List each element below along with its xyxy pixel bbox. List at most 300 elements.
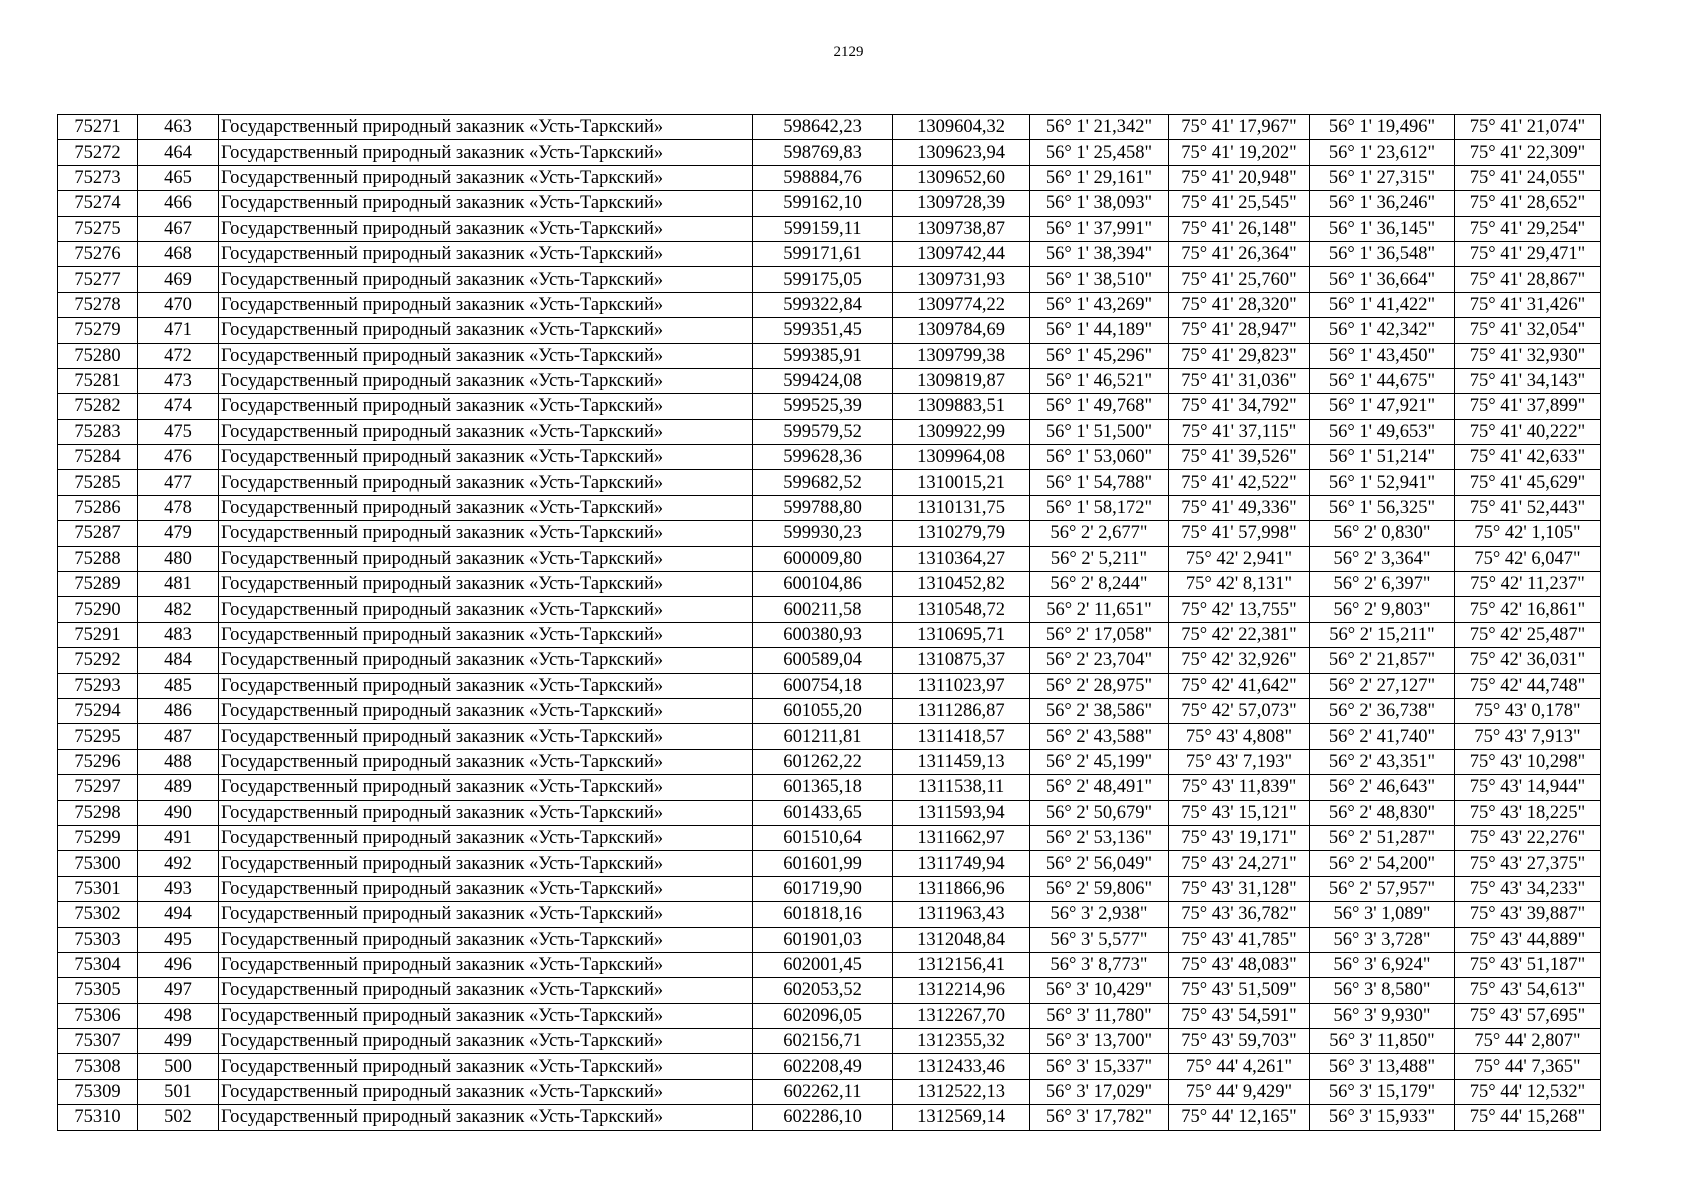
cell-point-number: 497 — [138, 978, 219, 1003]
cell-y-coordinate: 1311963,43 — [893, 902, 1030, 927]
table-row — [58, 572, 1601, 597]
cell-record-id: 75277 — [58, 267, 138, 292]
cell-latitude-2: 56° 2' 9,803" — [1310, 597, 1455, 622]
cell-latitude-2: 56° 2' 6,397" — [1310, 572, 1455, 597]
cell-latitude-2: 56° 1' 42,342" — [1310, 318, 1455, 343]
cell-latitude-2: 56° 1' 41,422" — [1310, 292, 1455, 317]
cell-y-coordinate: 1309799,38 — [893, 343, 1030, 368]
cell-x-coordinate: 601365,18 — [753, 775, 893, 800]
cell-object-name: Государственный природный заказник «Усть-Таркский» — [219, 673, 753, 698]
cell-longitude-2: 75° 44' 12,532" — [1455, 1079, 1601, 1104]
cell-latitude-1: 56° 3' 11,780" — [1030, 1003, 1169, 1028]
cell-longitude-2: 75° 41' 32,930" — [1455, 343, 1601, 368]
cell-longitude-2: 75° 43' 27,375" — [1455, 851, 1601, 876]
cell-x-coordinate: 600380,93 — [753, 622, 893, 647]
cell-y-coordinate: 1309604,32 — [893, 115, 1030, 140]
cell-longitude-1: 75° 41' 42,522" — [1169, 470, 1310, 495]
cell-latitude-1: 56° 3' 17,029" — [1030, 1079, 1169, 1104]
cell-point-number: 472 — [138, 343, 219, 368]
cell-latitude-1: 56° 2' 5,211" — [1030, 546, 1169, 571]
table-row — [58, 394, 1601, 419]
cell-point-number: 488 — [138, 749, 219, 774]
cell-longitude-2: 75° 42' 1,105" — [1455, 521, 1601, 546]
cell-point-number: 491 — [138, 825, 219, 850]
cell-y-coordinate: 1312355,32 — [893, 1029, 1030, 1054]
cell-object-name: Государственный природный заказник «Усть-Таркский» — [219, 318, 753, 343]
cell-longitude-2: 75° 42' 6,047" — [1455, 546, 1601, 571]
cell-latitude-1: 56° 1' 44,189" — [1030, 318, 1169, 343]
cell-point-number: 495 — [138, 927, 219, 952]
cell-point-number: 501 — [138, 1079, 219, 1104]
table-row — [58, 622, 1601, 647]
cell-longitude-1: 75° 43' 51,509" — [1169, 978, 1310, 1003]
cell-latitude-1: 56° 1' 54,788" — [1030, 470, 1169, 495]
cell-latitude-1: 56° 3' 2,938" — [1030, 902, 1169, 927]
cell-point-number: 490 — [138, 800, 219, 825]
cell-longitude-1: 75° 41' 26,148" — [1169, 216, 1310, 241]
cell-latitude-2: 56° 3' 15,933" — [1310, 1105, 1455, 1130]
cell-y-coordinate: 1310364,27 — [893, 546, 1030, 571]
cell-longitude-1: 75° 41' 39,526" — [1169, 445, 1310, 470]
cell-latitude-2: 56° 3' 13,488" — [1310, 1054, 1455, 1079]
cell-longitude-2: 75° 41' 32,054" — [1455, 318, 1601, 343]
cell-longitude-2: 75° 42' 36,031" — [1455, 648, 1601, 673]
cell-y-coordinate: 1312433,46 — [893, 1054, 1030, 1079]
cell-x-coordinate: 602156,71 — [753, 1029, 893, 1054]
cell-longitude-1: 75° 41' 57,998" — [1169, 521, 1310, 546]
cell-point-number: 471 — [138, 318, 219, 343]
table-row — [58, 952, 1601, 977]
cell-point-number: 492 — [138, 851, 219, 876]
cell-y-coordinate: 1309784,69 — [893, 318, 1030, 343]
cell-record-id: 75279 — [58, 318, 138, 343]
cell-longitude-1: 75° 43' 7,193" — [1169, 749, 1310, 774]
cell-latitude-1: 56° 1' 53,060" — [1030, 445, 1169, 470]
cell-record-id: 75276 — [58, 241, 138, 266]
cell-latitude-1: 56° 1' 29,161" — [1030, 165, 1169, 190]
cell-record-id: 75280 — [58, 343, 138, 368]
cell-object-name: Государственный природный заказник «Усть-Таркский» — [219, 775, 753, 800]
cell-longitude-2: 75° 44' 15,268" — [1455, 1105, 1601, 1130]
cell-latitude-1: 56° 2' 8,244" — [1030, 572, 1169, 597]
cell-record-id: 75297 — [58, 775, 138, 800]
cell-longitude-2: 75° 41' 31,426" — [1455, 292, 1601, 317]
cell-y-coordinate: 1309922,99 — [893, 419, 1030, 444]
cell-longitude-1: 75° 41' 25,760" — [1169, 267, 1310, 292]
cell-x-coordinate: 600754,18 — [753, 673, 893, 698]
cell-longitude-1: 75° 41' 37,115" — [1169, 419, 1310, 444]
cell-latitude-2: 56° 1' 51,214" — [1310, 445, 1455, 470]
cell-latitude-2: 56° 1' 56,325" — [1310, 495, 1455, 520]
cell-latitude-2: 56° 3' 11,850" — [1310, 1029, 1455, 1054]
cell-x-coordinate: 601901,03 — [753, 927, 893, 952]
cell-object-name: Государственный природный заказник «Усть-Таркский» — [219, 495, 753, 520]
cell-point-number: 499 — [138, 1029, 219, 1054]
cell-y-coordinate: 1309819,87 — [893, 368, 1030, 393]
table-row — [58, 267, 1601, 292]
cell-longitude-2: 75° 42' 11,237" — [1455, 572, 1601, 597]
table-row — [58, 470, 1601, 495]
table-row — [58, 775, 1601, 800]
cell-object-name: Государственный природный заказник «Усть-Таркский» — [219, 394, 753, 419]
cell-object-name: Государственный природный заказник «Усть-Таркский» — [219, 521, 753, 546]
cell-latitude-1: 56° 1' 58,172" — [1030, 495, 1169, 520]
cell-latitude-2: 56° 2' 54,200" — [1310, 851, 1455, 876]
table-row — [58, 648, 1601, 673]
cell-point-number: 464 — [138, 140, 219, 165]
cell-longitude-1: 75° 41' 49,336" — [1169, 495, 1310, 520]
cell-longitude-1: 75° 43' 54,591" — [1169, 1003, 1310, 1028]
cell-longitude-2: 75° 43' 10,298" — [1455, 749, 1601, 774]
cell-record-id: 75291 — [58, 622, 138, 647]
cell-longitude-1: 75° 41' 26,364" — [1169, 241, 1310, 266]
cell-latitude-1: 56° 1' 37,991" — [1030, 216, 1169, 241]
table-row — [58, 1079, 1601, 1104]
cell-latitude-2: 56° 3' 15,179" — [1310, 1079, 1455, 1104]
cell-longitude-1: 75° 41' 34,792" — [1169, 394, 1310, 419]
cell-latitude-2: 56° 1' 27,315" — [1310, 165, 1455, 190]
cell-latitude-1: 56° 1' 38,394" — [1030, 241, 1169, 266]
cell-latitude-1: 56° 2' 23,704" — [1030, 648, 1169, 673]
cell-x-coordinate: 599175,05 — [753, 267, 893, 292]
cell-latitude-2: 56° 1' 36,145" — [1310, 216, 1455, 241]
cell-object-name: Государственный природный заказник «Усть-Таркский» — [219, 851, 753, 876]
cell-record-id: 75294 — [58, 698, 138, 723]
cell-y-coordinate: 1310131,75 — [893, 495, 1030, 520]
table-row — [58, 1003, 1601, 1028]
cell-latitude-2: 56° 2' 48,830" — [1310, 800, 1455, 825]
cell-longitude-1: 75° 43' 41,785" — [1169, 927, 1310, 952]
cell-longitude-2: 75° 43' 18,225" — [1455, 800, 1601, 825]
cell-record-id: 75307 — [58, 1029, 138, 1054]
cell-y-coordinate: 1309623,94 — [893, 140, 1030, 165]
cell-longitude-2: 75° 43' 14,944" — [1455, 775, 1601, 800]
cell-point-number: 502 — [138, 1105, 219, 1130]
cell-object-name: Государственный природный заказник «Усть-Таркский» — [219, 927, 753, 952]
cell-y-coordinate: 1311418,57 — [893, 724, 1030, 749]
cell-x-coordinate: 599930,23 — [753, 521, 893, 546]
table-row — [58, 445, 1601, 470]
cell-object-name: Государственный природный заказник «Усть-Таркский» — [219, 952, 753, 977]
cell-object-name: Государственный природный заказник «Усть-Таркский» — [219, 800, 753, 825]
cell-object-name: Государственный природный заказник «Усть-Таркский» — [219, 445, 753, 470]
cell-x-coordinate: 600589,04 — [753, 648, 893, 673]
cell-x-coordinate: 599788,80 — [753, 495, 893, 520]
cell-record-id: 75309 — [58, 1079, 138, 1104]
cell-latitude-1: 56° 2' 53,136" — [1030, 825, 1169, 850]
cell-longitude-1: 75° 41' 17,967" — [1169, 115, 1310, 140]
cell-x-coordinate: 599682,52 — [753, 470, 893, 495]
cell-object-name: Государственный природный заказник «Усть-Таркский» — [219, 698, 753, 723]
cell-record-id: 75298 — [58, 800, 138, 825]
cell-latitude-1: 56° 2' 17,058" — [1030, 622, 1169, 647]
cell-latitude-1: 56° 2' 11,651" — [1030, 597, 1169, 622]
cell-object-name: Государственный природный заказник «Усть-Таркский» — [219, 343, 753, 368]
cell-latitude-1: 56° 2' 50,679" — [1030, 800, 1169, 825]
cell-longitude-1: 75° 42' 41,642" — [1169, 673, 1310, 698]
cell-x-coordinate: 601055,20 — [753, 698, 893, 723]
cell-longitude-1: 75° 44' 4,261" — [1169, 1054, 1310, 1079]
cell-latitude-2: 56° 1' 23,612" — [1310, 140, 1455, 165]
cell-object-name: Государственный природный заказник «Усть-Таркский» — [219, 1029, 753, 1054]
cell-record-id: 75288 — [58, 546, 138, 571]
cell-latitude-1: 56° 2' 28,975" — [1030, 673, 1169, 698]
cell-latitude-1: 56° 1' 21,342" — [1030, 115, 1169, 140]
cell-y-coordinate: 1310695,71 — [893, 622, 1030, 647]
cell-object-name: Государственный природный заказник «Усть-Таркский» — [219, 1079, 753, 1104]
cell-longitude-2: 75° 42' 25,487" — [1455, 622, 1601, 647]
cell-latitude-1: 56° 2' 2,677" — [1030, 521, 1169, 546]
cell-y-coordinate: 1312048,84 — [893, 927, 1030, 952]
cell-longitude-2: 75° 41' 52,443" — [1455, 495, 1601, 520]
cell-latitude-1: 56° 3' 13,700" — [1030, 1029, 1169, 1054]
cell-longitude-2: 75° 41' 28,652" — [1455, 191, 1601, 216]
cell-longitude-1: 75° 41' 28,947" — [1169, 318, 1310, 343]
cell-point-number: 496 — [138, 952, 219, 977]
cell-y-coordinate: 1309883,51 — [893, 394, 1030, 419]
table-row — [58, 927, 1601, 952]
cell-record-id: 75301 — [58, 876, 138, 901]
cell-y-coordinate: 1311538,11 — [893, 775, 1030, 800]
cell-longitude-1: 75° 42' 13,755" — [1169, 597, 1310, 622]
table-row — [58, 749, 1601, 774]
cell-latitude-2: 56° 2' 51,287" — [1310, 825, 1455, 850]
cell-x-coordinate: 601818,16 — [753, 902, 893, 927]
cell-object-name: Государственный природный заказник «Усть-Таркский» — [219, 241, 753, 266]
cell-object-name: Государственный природный заказник «Усть-Таркский» — [219, 978, 753, 1003]
cell-latitude-2: 56° 1' 43,450" — [1310, 343, 1455, 368]
cell-latitude-2: 56° 1' 36,246" — [1310, 191, 1455, 216]
cell-longitude-1: 75° 42' 57,073" — [1169, 698, 1310, 723]
cell-record-id: 75284 — [58, 445, 138, 470]
cell-x-coordinate: 599579,52 — [753, 419, 893, 444]
cell-record-id: 75274 — [58, 191, 138, 216]
cell-latitude-2: 56° 1' 36,664" — [1310, 267, 1455, 292]
table-body — [58, 115, 1601, 1131]
table-row — [58, 343, 1601, 368]
table-row — [58, 800, 1601, 825]
cell-object-name: Государственный природный заказник «Усть-Таркский» — [219, 419, 753, 444]
cell-point-number: 493 — [138, 876, 219, 901]
cell-y-coordinate: 1310015,21 — [893, 470, 1030, 495]
cell-x-coordinate: 599159,11 — [753, 216, 893, 241]
table-row — [58, 368, 1601, 393]
cell-latitude-2: 56° 2' 43,351" — [1310, 749, 1455, 774]
cell-object-name: Государственный природный заказник «Усть-Таркский» — [219, 1105, 753, 1130]
cell-longitude-1: 75° 43' 36,782" — [1169, 902, 1310, 927]
cell-record-id: 75293 — [58, 673, 138, 698]
cell-x-coordinate: 602053,52 — [753, 978, 893, 1003]
cell-longitude-1: 75° 42' 8,131" — [1169, 572, 1310, 597]
cell-y-coordinate: 1312569,14 — [893, 1105, 1030, 1130]
cell-latitude-2: 56° 2' 46,643" — [1310, 775, 1455, 800]
cell-longitude-1: 75° 44' 12,165" — [1169, 1105, 1310, 1130]
cell-y-coordinate: 1311023,97 — [893, 673, 1030, 698]
table-row — [58, 876, 1601, 901]
cell-x-coordinate: 600211,58 — [753, 597, 893, 622]
cell-longitude-1: 75° 41' 20,948" — [1169, 165, 1310, 190]
cell-object-name: Государственный природный заказник «Усть-Таркский» — [219, 749, 753, 774]
cell-record-id: 75273 — [58, 165, 138, 190]
table-row — [58, 1029, 1601, 1054]
cell-record-id: 75275 — [58, 216, 138, 241]
cell-point-number: 477 — [138, 470, 219, 495]
cell-latitude-2: 56° 3' 6,924" — [1310, 952, 1455, 977]
cell-point-number: 466 — [138, 191, 219, 216]
cell-point-number: 469 — [138, 267, 219, 292]
cell-record-id: 75308 — [58, 1054, 138, 1079]
cell-x-coordinate: 599162,10 — [753, 191, 893, 216]
cell-x-coordinate: 601262,22 — [753, 749, 893, 774]
cell-point-number: 487 — [138, 724, 219, 749]
cell-record-id: 75287 — [58, 521, 138, 546]
cell-y-coordinate: 1310452,82 — [893, 572, 1030, 597]
cell-point-number: 474 — [138, 394, 219, 419]
cell-object-name: Государственный природный заказник «Усть-Таркский» — [219, 267, 753, 292]
cell-point-number: 482 — [138, 597, 219, 622]
cell-x-coordinate: 602096,05 — [753, 1003, 893, 1028]
cell-object-name: Государственный природный заказник «Усть-Таркский» — [219, 622, 753, 647]
cell-point-number: 473 — [138, 368, 219, 393]
cell-latitude-1: 56° 1' 45,296" — [1030, 343, 1169, 368]
cell-latitude-1: 56° 1' 38,510" — [1030, 267, 1169, 292]
cell-object-name: Государственный природный заказник «Усть-Таркский» — [219, 1054, 753, 1079]
cell-x-coordinate: 598769,83 — [753, 140, 893, 165]
cell-object-name: Государственный природный заказник «Усть-Таркский» — [219, 216, 753, 241]
cell-record-id: 75281 — [58, 368, 138, 393]
cell-latitude-1: 56° 2' 45,199" — [1030, 749, 1169, 774]
cell-record-id: 75286 — [58, 495, 138, 520]
cell-x-coordinate: 598642,23 — [753, 115, 893, 140]
cell-record-id: 75282 — [58, 394, 138, 419]
table-row — [58, 978, 1601, 1003]
cell-latitude-2: 56° 1' 49,653" — [1310, 419, 1455, 444]
cell-latitude-1: 56° 1' 43,269" — [1030, 292, 1169, 317]
cell-latitude-1: 56° 2' 59,806" — [1030, 876, 1169, 901]
table-row — [58, 419, 1601, 444]
cell-point-number: 470 — [138, 292, 219, 317]
cell-object-name: Государственный природный заказник «Усть-Таркский» — [219, 470, 753, 495]
cell-x-coordinate: 600009,80 — [753, 546, 893, 571]
cell-latitude-2: 56° 1' 44,675" — [1310, 368, 1455, 393]
cell-y-coordinate: 1309652,60 — [893, 165, 1030, 190]
cell-longitude-2: 75° 41' 42,633" — [1455, 445, 1601, 470]
cell-x-coordinate: 600104,86 — [753, 572, 893, 597]
cell-record-id: 75295 — [58, 724, 138, 749]
cell-latitude-1: 56° 3' 15,337" — [1030, 1054, 1169, 1079]
table-row — [58, 216, 1601, 241]
cell-longitude-2: 75° 41' 40,222" — [1455, 419, 1601, 444]
cell-longitude-1: 75° 43' 11,839" — [1169, 775, 1310, 800]
page-number: 2129 — [833, 44, 864, 60]
cell-latitude-2: 56° 3' 9,930" — [1310, 1003, 1455, 1028]
cell-latitude-2: 56° 1' 19,496" — [1310, 115, 1455, 140]
cell-latitude-2: 56° 2' 57,957" — [1310, 876, 1455, 901]
cell-latitude-2: 56° 1' 47,921" — [1310, 394, 1455, 419]
cell-object-name: Государственный природный заказник «Усть-Таркский» — [219, 572, 753, 597]
cell-point-number: 481 — [138, 572, 219, 597]
cell-longitude-2: 75° 41' 37,899" — [1455, 394, 1601, 419]
cell-latitude-1: 56° 3' 8,773" — [1030, 952, 1169, 977]
cell-point-number: 485 — [138, 673, 219, 698]
table-row — [58, 698, 1601, 723]
table-row — [58, 165, 1601, 190]
cell-point-number: 486 — [138, 698, 219, 723]
cell-latitude-1: 56° 1' 46,521" — [1030, 368, 1169, 393]
cell-longitude-1: 75° 41' 31,036" — [1169, 368, 1310, 393]
cell-point-number: 484 — [138, 648, 219, 673]
cell-record-id: 75272 — [58, 140, 138, 165]
cell-longitude-2: 75° 43' 44,889" — [1455, 927, 1601, 952]
cell-object-name: Государственный природный заказник «Усть-Таркский» — [219, 825, 753, 850]
cell-record-id: 75310 — [58, 1105, 138, 1130]
table-row — [58, 241, 1601, 266]
cell-object-name: Государственный природный заказник «Усть-Таркский» — [219, 292, 753, 317]
cell-longitude-1: 75° 43' 24,271" — [1169, 851, 1310, 876]
table-row — [58, 673, 1601, 698]
cell-longitude-1: 75° 43' 48,083" — [1169, 952, 1310, 977]
cell-latitude-1: 56° 1' 49,768" — [1030, 394, 1169, 419]
cell-longitude-2: 75° 43' 57,695" — [1455, 1003, 1601, 1028]
cell-longitude-1: 75° 41' 28,320" — [1169, 292, 1310, 317]
cell-longitude-2: 75° 43' 0,178" — [1455, 698, 1601, 723]
cell-latitude-2: 56° 2' 0,830" — [1310, 521, 1455, 546]
cell-longitude-2: 75° 41' 21,074" — [1455, 115, 1601, 140]
cell-latitude-2: 56° 1' 52,941" — [1310, 470, 1455, 495]
cell-latitude-1: 56° 3' 5,577" — [1030, 927, 1169, 952]
cell-y-coordinate: 1312522,13 — [893, 1079, 1030, 1104]
cell-y-coordinate: 1311459,13 — [893, 749, 1030, 774]
cell-longitude-1: 75° 43' 31,128" — [1169, 876, 1310, 901]
cell-x-coordinate: 602208,49 — [753, 1054, 893, 1079]
cell-y-coordinate: 1309728,39 — [893, 191, 1030, 216]
cell-longitude-1: 75° 43' 15,121" — [1169, 800, 1310, 825]
cell-y-coordinate: 1310875,37 — [893, 648, 1030, 673]
cell-x-coordinate: 599322,84 — [753, 292, 893, 317]
cell-y-coordinate: 1312214,96 — [893, 978, 1030, 1003]
cell-longitude-1: 75° 41' 29,823" — [1169, 343, 1310, 368]
cell-object-name: Государственный природный заказник «Усть-Таркский» — [219, 597, 753, 622]
cell-longitude-2: 75° 43' 39,887" — [1455, 902, 1601, 927]
cell-point-number: 465 — [138, 165, 219, 190]
cell-record-id: 75302 — [58, 902, 138, 927]
cell-object-name: Государственный природный заказник «Усть-Таркский» — [219, 724, 753, 749]
table-row — [58, 1105, 1601, 1130]
cell-object-name: Государственный природный заказник «Усть-Таркский» — [219, 902, 753, 927]
cell-longitude-2: 75° 44' 2,807" — [1455, 1029, 1601, 1054]
cell-point-number: 483 — [138, 622, 219, 647]
cell-y-coordinate: 1311593,94 — [893, 800, 1030, 825]
cell-record-id: 75290 — [58, 597, 138, 622]
cell-latitude-1: 56° 2' 38,586" — [1030, 698, 1169, 723]
cell-x-coordinate: 601211,81 — [753, 724, 893, 749]
table-row — [58, 851, 1601, 876]
cell-x-coordinate: 599424,08 — [753, 368, 893, 393]
cell-longitude-1: 75° 43' 59,703" — [1169, 1029, 1310, 1054]
cell-latitude-2: 56° 2' 3,364" — [1310, 546, 1455, 571]
table-row — [58, 597, 1601, 622]
cell-longitude-2: 75° 41' 29,471" — [1455, 241, 1601, 266]
cell-record-id: 75292 — [58, 648, 138, 673]
cell-y-coordinate: 1309738,87 — [893, 216, 1030, 241]
cell-object-name: Государственный природный заказник «Усть-Таркский» — [219, 876, 753, 901]
table-row — [58, 521, 1601, 546]
table-row — [58, 825, 1601, 850]
cell-point-number: 468 — [138, 241, 219, 266]
cell-record-id: 75306 — [58, 1003, 138, 1028]
table-row — [58, 140, 1601, 165]
cell-y-coordinate: 1309731,93 — [893, 267, 1030, 292]
